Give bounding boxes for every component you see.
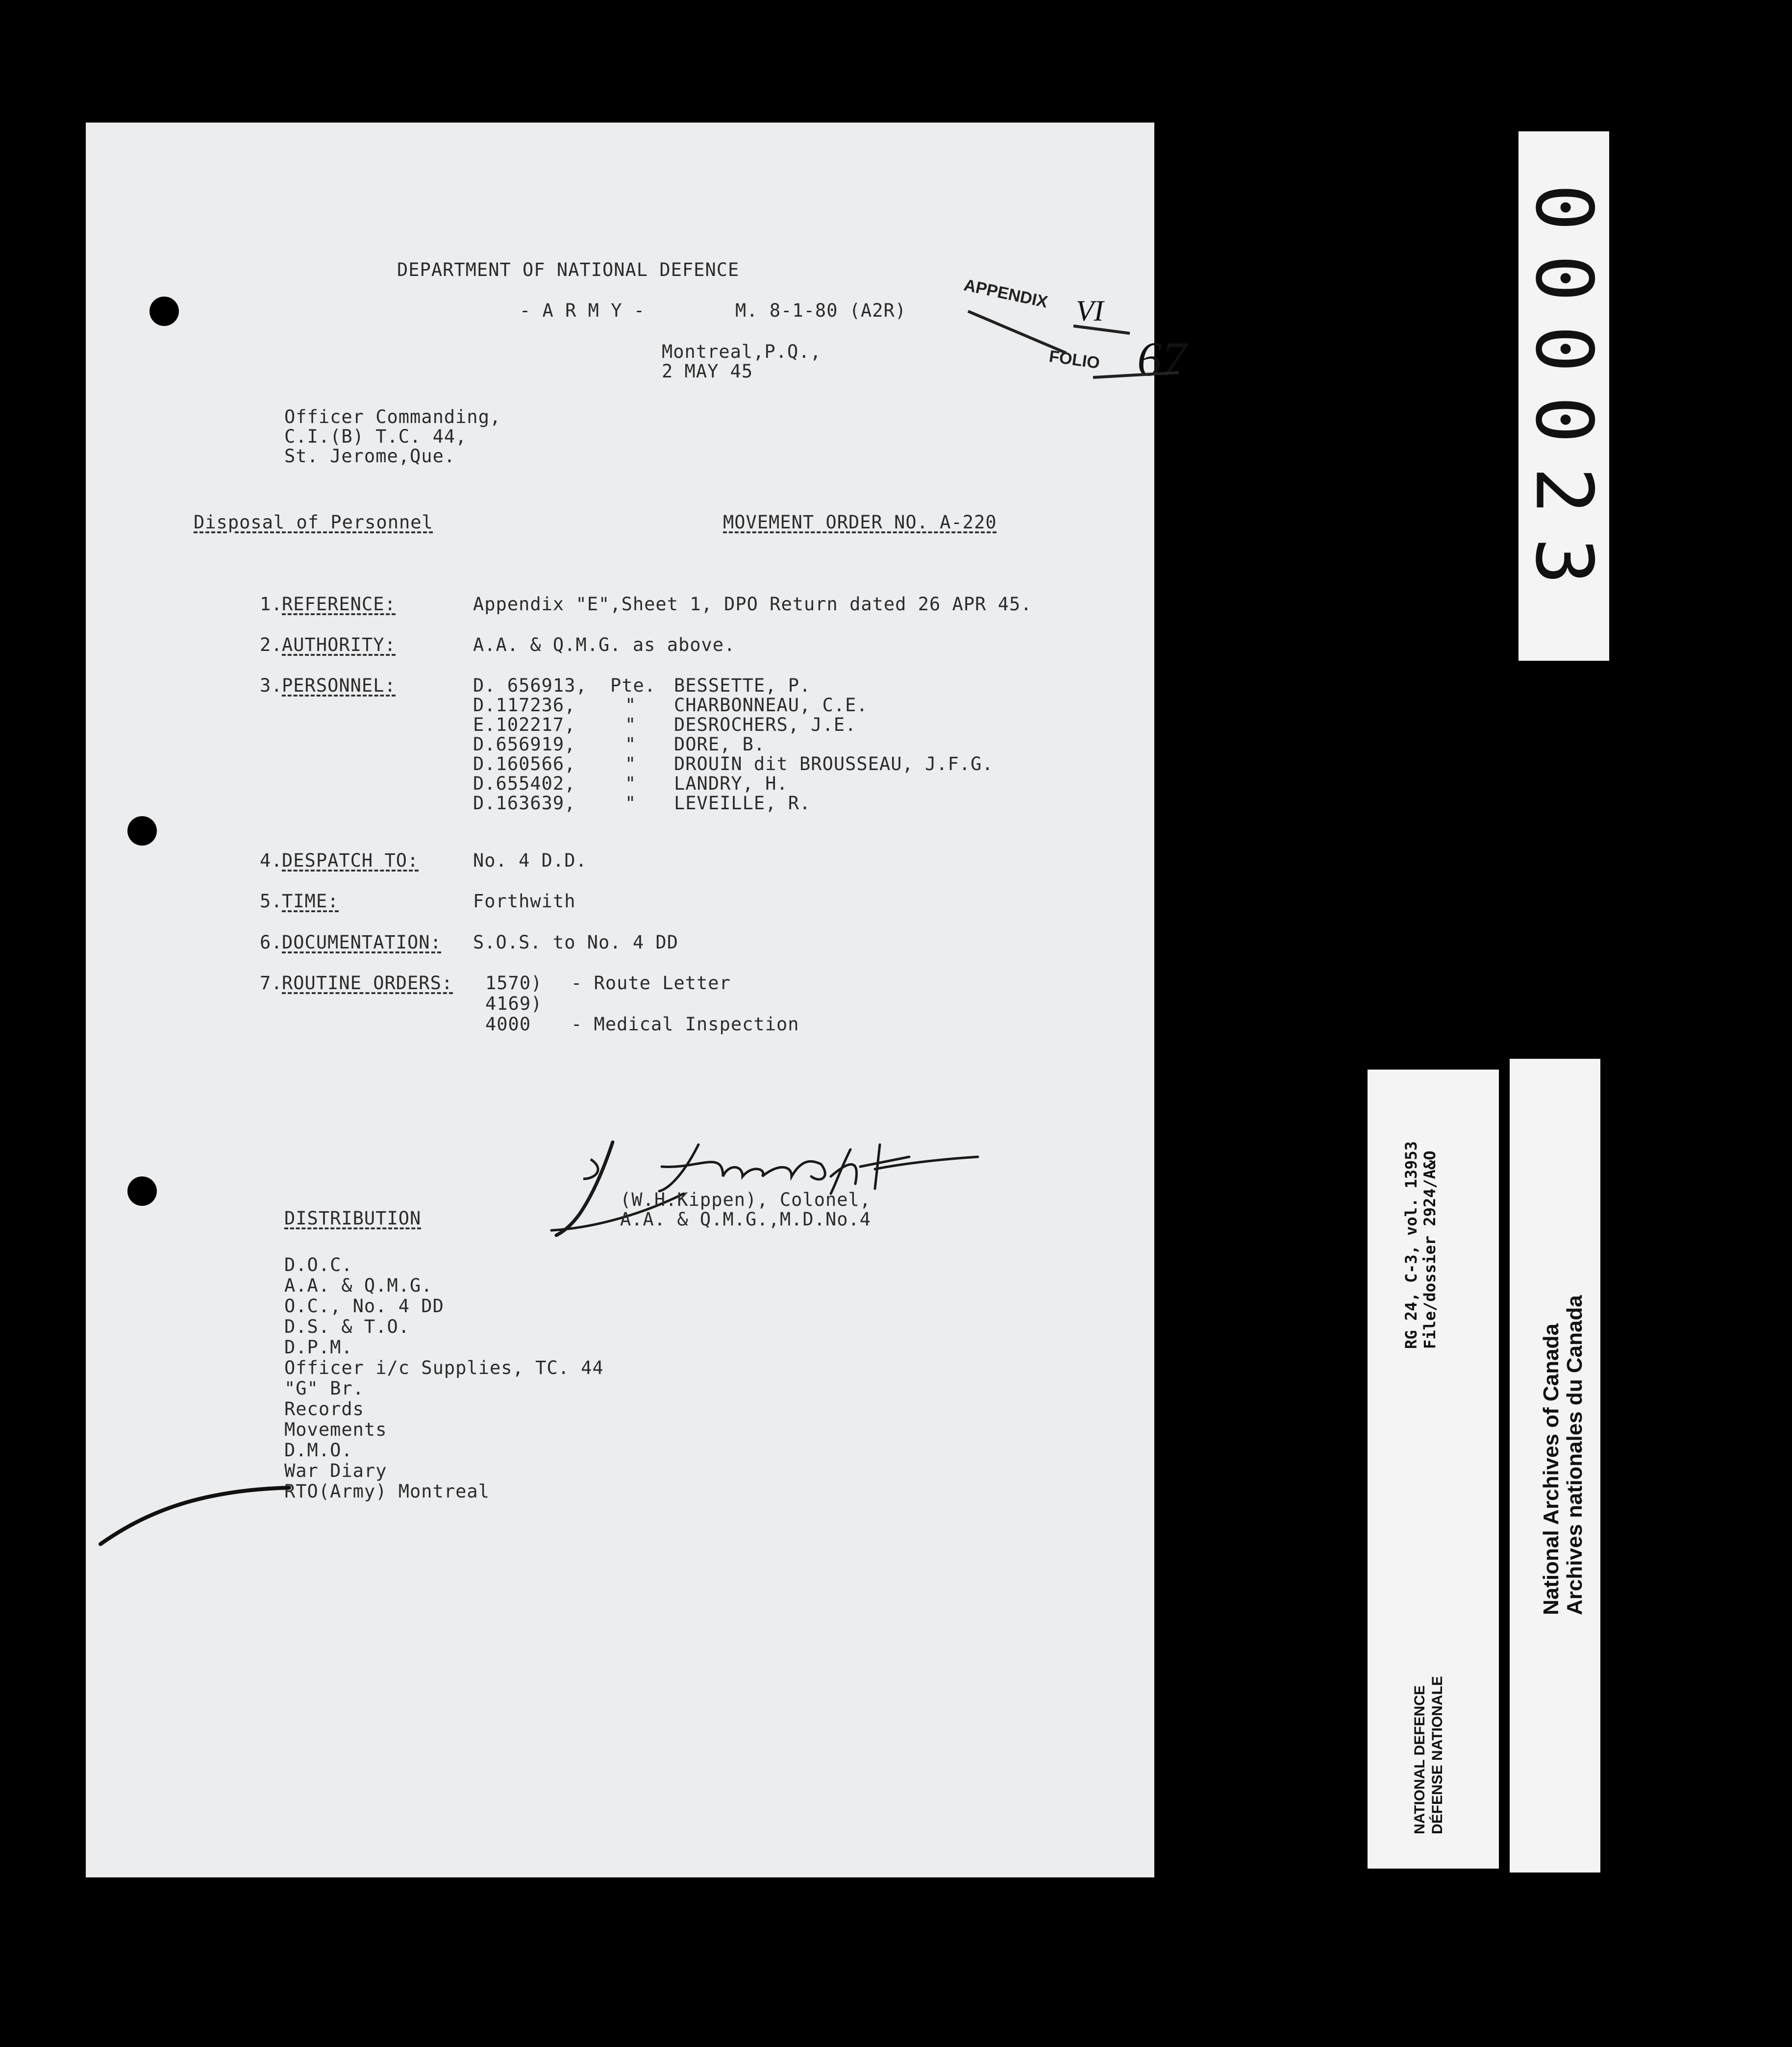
personnel-number: D.163639, xyxy=(473,793,576,814)
personnel-number: E.102217, xyxy=(473,714,576,735)
personnel-rank: " xyxy=(625,695,637,716)
distribution-item: Movements xyxy=(284,1419,387,1440)
signatory-name: (W.H.Kippen), Colonel, xyxy=(620,1189,871,1210)
personnel-rank: " xyxy=(625,734,637,755)
personnel-rank: Pte. xyxy=(610,675,656,696)
addressee-line: Officer Commanding, xyxy=(284,406,501,427)
routine-order-desc: - Medical Inspection xyxy=(571,1014,799,1035)
personnel-rank: " xyxy=(625,793,637,814)
item-number: 1. xyxy=(260,594,283,615)
item-value-reference: Appendix "E",Sheet 1, DPO Return dated 26 APR 45. xyxy=(473,594,1032,615)
dept-fr: DÉFENSE NATIONALE xyxy=(1429,1676,1445,1834)
personnel-name: DROUIN dit BROUSSEAU, J.F.G. xyxy=(674,753,994,774)
item-label-reference: REFERENCE: xyxy=(282,594,396,615)
item-label-despatch: DESPATCH TO: xyxy=(282,850,419,871)
date-line: 2 MAY 45 xyxy=(662,361,753,382)
distribution-item: "G" Br. xyxy=(284,1378,364,1399)
place-line: Montreal,P.Q., xyxy=(662,341,821,362)
distribution-item: Records xyxy=(284,1398,364,1420)
personnel-rank: " xyxy=(625,773,637,794)
distribution-item: D.P.M. xyxy=(284,1337,353,1358)
personnel-name: DORE, B. xyxy=(674,734,766,755)
addressee-line: C.I.(B) T.C. 44, xyxy=(284,426,467,447)
distribution-item: Officer i/c Supplies, TC. 44 xyxy=(284,1357,604,1378)
stamp-lines xyxy=(963,284,1208,412)
punch-hole-middle xyxy=(127,816,157,846)
signatory-title: A.A. & Q.M.G.,M.D.No.4 xyxy=(620,1209,871,1230)
item-value-time: Forthwith xyxy=(473,891,576,912)
appendix-stamp-label: APPENDIX xyxy=(962,275,1049,312)
routine-order-number: 1570) xyxy=(485,973,543,994)
item-number: 2. xyxy=(260,634,283,655)
routine-order-number: 4169) xyxy=(485,993,543,1014)
item-number: 6. xyxy=(260,932,283,953)
archives-en: National Archives of Canada xyxy=(1539,1323,1563,1615)
subject-right: MOVEMENT ORDER NO. A-220 xyxy=(723,512,997,533)
distribution-heading: DISTRIBUTION xyxy=(284,1208,422,1229)
distribution-item: D.O.C. xyxy=(284,1254,353,1275)
archive-ref-1: RG 24, C-3, vol. 13953 xyxy=(1402,1141,1420,1349)
item-label-authority: AUTHORITY: xyxy=(282,634,396,655)
item-label-personnel: PERSONNEL: xyxy=(282,675,396,696)
punch-hole-top xyxy=(149,297,179,326)
item-label-time: TIME: xyxy=(282,891,339,912)
folio-stamp-value: 67 xyxy=(1137,332,1186,386)
personnel-number: D.655402, xyxy=(473,773,576,794)
army-line: - A R M Y - xyxy=(520,300,646,321)
personnel-number: D.656919, xyxy=(473,734,576,755)
appendix-stamp xyxy=(962,275,1208,412)
frame-number-strip xyxy=(1518,131,1609,661)
item-label-documentation: DOCUMENTATION: xyxy=(282,932,442,953)
pen-mark xyxy=(98,1468,304,1551)
distribution-item: War Diary xyxy=(284,1460,387,1481)
folio-stamp-label: FOLIO xyxy=(1047,347,1101,373)
item-number: 7. xyxy=(260,973,283,994)
addressee-line: St. Jerome,Que. xyxy=(284,446,456,467)
routine-order-number: 4000 xyxy=(485,1014,531,1035)
punch-hole-bottom xyxy=(127,1176,157,1206)
personnel-name: LEVEILLE, R. xyxy=(674,793,811,814)
personnel-number: D.117236, xyxy=(473,695,576,716)
personnel-number: D.160566, xyxy=(473,753,576,774)
personnel-rank: " xyxy=(625,753,637,774)
dept-en: NATIONAL DEFENCE xyxy=(1412,1685,1428,1834)
personnel-rank: " xyxy=(625,714,637,735)
appendix-stamp-value: VI xyxy=(1076,295,1104,327)
personnel-name: DESROCHERS, J.E. xyxy=(674,714,857,735)
item-number: 3. xyxy=(260,675,283,696)
personnel-name: LANDRY, H. xyxy=(674,773,788,794)
distribution-item: D.M.O. xyxy=(284,1440,353,1461)
subject-left: Disposal of Personnel xyxy=(194,512,433,533)
item-label-routine-orders: ROUTINE ORDERS: xyxy=(282,973,453,994)
item-number: 5. xyxy=(260,891,283,912)
archives-fr: Archives nationales du Canada xyxy=(1563,1295,1587,1615)
distribution-item: RTO(Army) Montreal xyxy=(284,1481,490,1502)
document-page xyxy=(86,123,1186,1877)
personnel-name: CHARBONNEAU, C.E. xyxy=(674,695,868,716)
item-value-despatch: No. 4 D.D. xyxy=(473,850,587,871)
item-number: 4. xyxy=(260,850,283,871)
personnel-name: BESSETTE, P. xyxy=(674,675,811,696)
national-archives-label xyxy=(1510,1059,1600,1872)
department-heading: DEPARTMENT OF NATIONAL DEFENCE xyxy=(397,259,740,280)
personnel-number: D. 656913, xyxy=(473,675,587,696)
routine-order-desc: - Route Letter xyxy=(571,973,731,994)
frame-number: 000023 xyxy=(1518,184,1610,608)
archive-ref-2: File/dossier 2924/A&O xyxy=(1420,1150,1439,1349)
distribution-item: O.C., No. 4 DD xyxy=(284,1296,444,1317)
item-value-authority: A.A. & Q.M.G. as above. xyxy=(473,634,736,655)
national-defence-label xyxy=(1368,1070,1499,1869)
distribution-item: A.A. & Q.M.G. xyxy=(284,1275,433,1296)
file-reference: M. 8-1-80 (A2R) xyxy=(735,300,907,321)
distribution-item: D.S. & T.O. xyxy=(284,1316,410,1337)
item-value-documentation: S.O.S. to No. 4 DD xyxy=(473,932,678,953)
